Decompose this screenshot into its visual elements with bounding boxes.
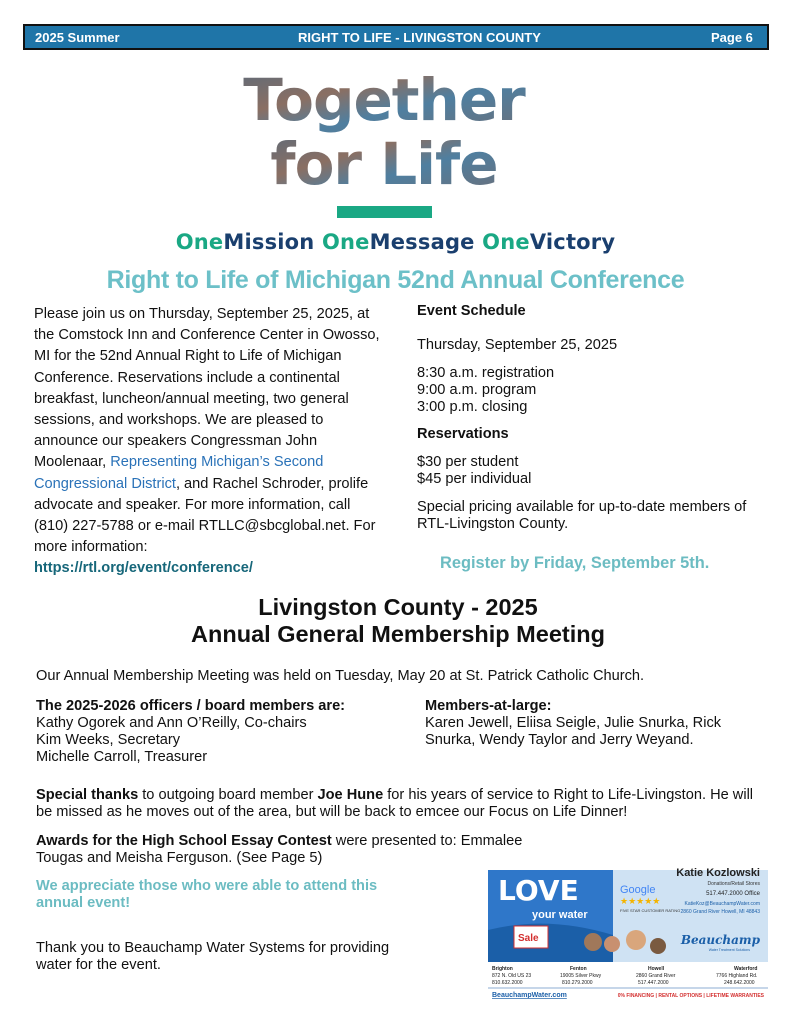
water-thanks: Thank you to Beauchamp Water Systems for providing water for the event. bbox=[36, 940, 390, 973]
officer-item: Michelle Carroll, Treasurer bbox=[36, 749, 208, 765]
tagline-message: Message bbox=[369, 230, 475, 254]
officer-item: Kathy Ogorek and Ann O’Reilly, Co-chairs bbox=[36, 715, 307, 731]
ad-location-phone: 810.632.2000 bbox=[492, 980, 523, 986]
officers-block bbox=[36, 698, 416, 766]
ad-contact-role: Donations/Retail Stores bbox=[707, 881, 760, 887]
conference-description bbox=[34, 304, 386, 580]
awards-rest: were presented to: Emmalee Tougas and Meisha Ferguson. (See Page 5) bbox=[36, 833, 523, 866]
reservations-heading: Reservations bbox=[417, 426, 509, 442]
schedule-list bbox=[417, 365, 767, 416]
ad-location-addr: 872 N. Old US 23 bbox=[492, 973, 532, 979]
tagline-one-3: One bbox=[482, 230, 530, 254]
ad-location-addr: 2860 Grand River bbox=[636, 973, 676, 979]
tagline-one-2: One bbox=[321, 230, 370, 254]
meeting-title-line-1: Livingston County - 2025 bbox=[258, 594, 538, 620]
page-number: Page 6 bbox=[711, 30, 753, 45]
page-header bbox=[23, 24, 769, 50]
thanks-bold: Special thanks bbox=[36, 787, 139, 803]
ad-location-addr: 19005 Silver Pkwy bbox=[560, 973, 602, 979]
officers-heading: The 2025-2026 officers / board members are: bbox=[36, 698, 346, 714]
together-for-life-logo bbox=[238, 66, 530, 191]
thanks-name: Joe Hune bbox=[317, 787, 384, 803]
conference-title: Right to Life of Michigan 52nd Annual Conference bbox=[106, 266, 685, 294]
issue-label: 2025 Summer bbox=[35, 30, 120, 45]
ad-sale: Sale bbox=[518, 933, 539, 944]
officer-item: Kim Weeks, Secretary bbox=[36, 732, 181, 748]
conference-body-1: Please join us on Thursday, September 25, 2025, at the Comstock Inn and Conference Center in Owosso, MI for the 52nd Annual Right to Life of Michigan Conference. Reservations include a continental breakfast, luncheon/annual meeting, two general sessions, and workshops. We are pleased to announce our speakers Congressman John Moolenaar, bbox=[34, 306, 380, 471]
essay-awards bbox=[36, 833, 556, 867]
logo-line-1: Together bbox=[243, 66, 525, 134]
tagline-mission: Mission bbox=[223, 230, 315, 254]
special-thanks bbox=[36, 787, 766, 821]
meeting-title-line-2: Annual General Membership Meeting bbox=[191, 621, 605, 647]
ad-love: LOVE bbox=[498, 874, 579, 907]
ad-contact-name: Katie Kozlowski bbox=[676, 867, 760, 879]
schedule-item: 9:00 a.m. program bbox=[417, 382, 537, 398]
ad-location-city: Fenton bbox=[570, 966, 587, 972]
ad-location-phone: 810.279.2000 bbox=[562, 980, 593, 986]
ad-contact-email: KatieKoz@BeauchampWater.com bbox=[684, 901, 760, 907]
ad-brand: Beauchamp bbox=[680, 933, 760, 947]
conference-link[interactable]: https://rtl.org/event/conference/ bbox=[34, 560, 253, 577]
price-list bbox=[417, 454, 767, 488]
beauchamp-water-ad bbox=[488, 860, 768, 1000]
thanks-mid: to outgoing board member bbox=[138, 787, 318, 803]
appreciation-note: We appreciate those who were able to attend this annual event! bbox=[36, 878, 378, 911]
special-pricing: Special pricing available for up-to-date members of RTL-Livingston County. bbox=[417, 499, 747, 532]
ad-contact-address: 2860 Grand River Howell, MI 48843 bbox=[680, 909, 760, 915]
ad-brand-sub: Water Treatment Solutions bbox=[708, 948, 750, 952]
event-schedule bbox=[417, 303, 767, 533]
thanks-rest: for his years of service to Right to Life-Livingston. He will be missed as he moves out of the area, but will be back to emcee our Focus on Life Dinner! bbox=[36, 787, 754, 820]
logo-line-2: for Life bbox=[270, 130, 498, 191]
ad-location-city: Waterford bbox=[734, 966, 758, 972]
schedule-item: 8:30 a.m. registration bbox=[417, 365, 555, 381]
members-heading: Members-at-large: bbox=[425, 698, 552, 714]
schedule-heading: Event Schedule bbox=[417, 303, 526, 319]
ad-website[interactable]: BeauchampWater.com bbox=[492, 992, 567, 999]
ad-rating: FIVE STAR CUSTOMER RATING bbox=[620, 908, 681, 913]
meeting-title bbox=[0, 594, 791, 648]
ad-location-phone: 248.642.2000 bbox=[724, 980, 755, 986]
awards-bold: Awards for the High School Essay Contest bbox=[36, 833, 332, 849]
newsletter-title: RIGHT TO LIFE - LIVINGSTON COUNTY bbox=[298, 30, 541, 45]
congress-district-link[interactable]: Representing Michigan’s Second Congressional District bbox=[34, 454, 324, 492]
tagline-one-1: One bbox=[175, 230, 224, 254]
price-item: $30 per student bbox=[417, 454, 519, 470]
tagline bbox=[0, 230, 791, 254]
members-block bbox=[425, 698, 765, 749]
conference-body-2: , and Rachel Schroder, prolife advocate and speaker. For more information, call (810) 227-5788 or e-mail RTLLC@sbcglobal.net. For more information: bbox=[34, 475, 376, 556]
ad-location-city: Brighton bbox=[492, 966, 513, 972]
price-item: $45 per individual bbox=[417, 471, 532, 487]
schedule-item: 3:00 p.m. closing bbox=[417, 399, 528, 415]
ad-location-addr: 7766 Highland Rd. bbox=[716, 973, 758, 979]
schedule-date: Thursday, September 25, 2025 bbox=[417, 337, 618, 353]
members-list: Karen Jewell, Eliisa Seigle, Julie Snurka, Rick Snurka, Wendy Taylor and Jerry Weyand. bbox=[425, 715, 722, 748]
logo-underline-bar bbox=[337, 206, 432, 218]
tagline-victory: Victory bbox=[529, 230, 616, 254]
ad-google: Google bbox=[620, 884, 656, 896]
ad-stars: ★★★★★ bbox=[620, 896, 661, 906]
ad-your-water: your water bbox=[532, 909, 588, 921]
ad-contact-phone: 517.447.2000 Office bbox=[706, 891, 760, 897]
meeting-intro: Our Annual Membership Meeting was held on Tuesday, May 20 at St. Patrick Catholic Church. bbox=[36, 668, 645, 684]
ad-footer: 0% FINANCING | RENTAL OPTIONS | LIFETIME WARRANTIES bbox=[617, 993, 764, 999]
ad-location-phone: 517.447.2000 bbox=[638, 980, 669, 986]
ad-location-city: Howell bbox=[648, 966, 665, 972]
register-deadline: Register by Friday, September 5th. bbox=[440, 554, 710, 572]
